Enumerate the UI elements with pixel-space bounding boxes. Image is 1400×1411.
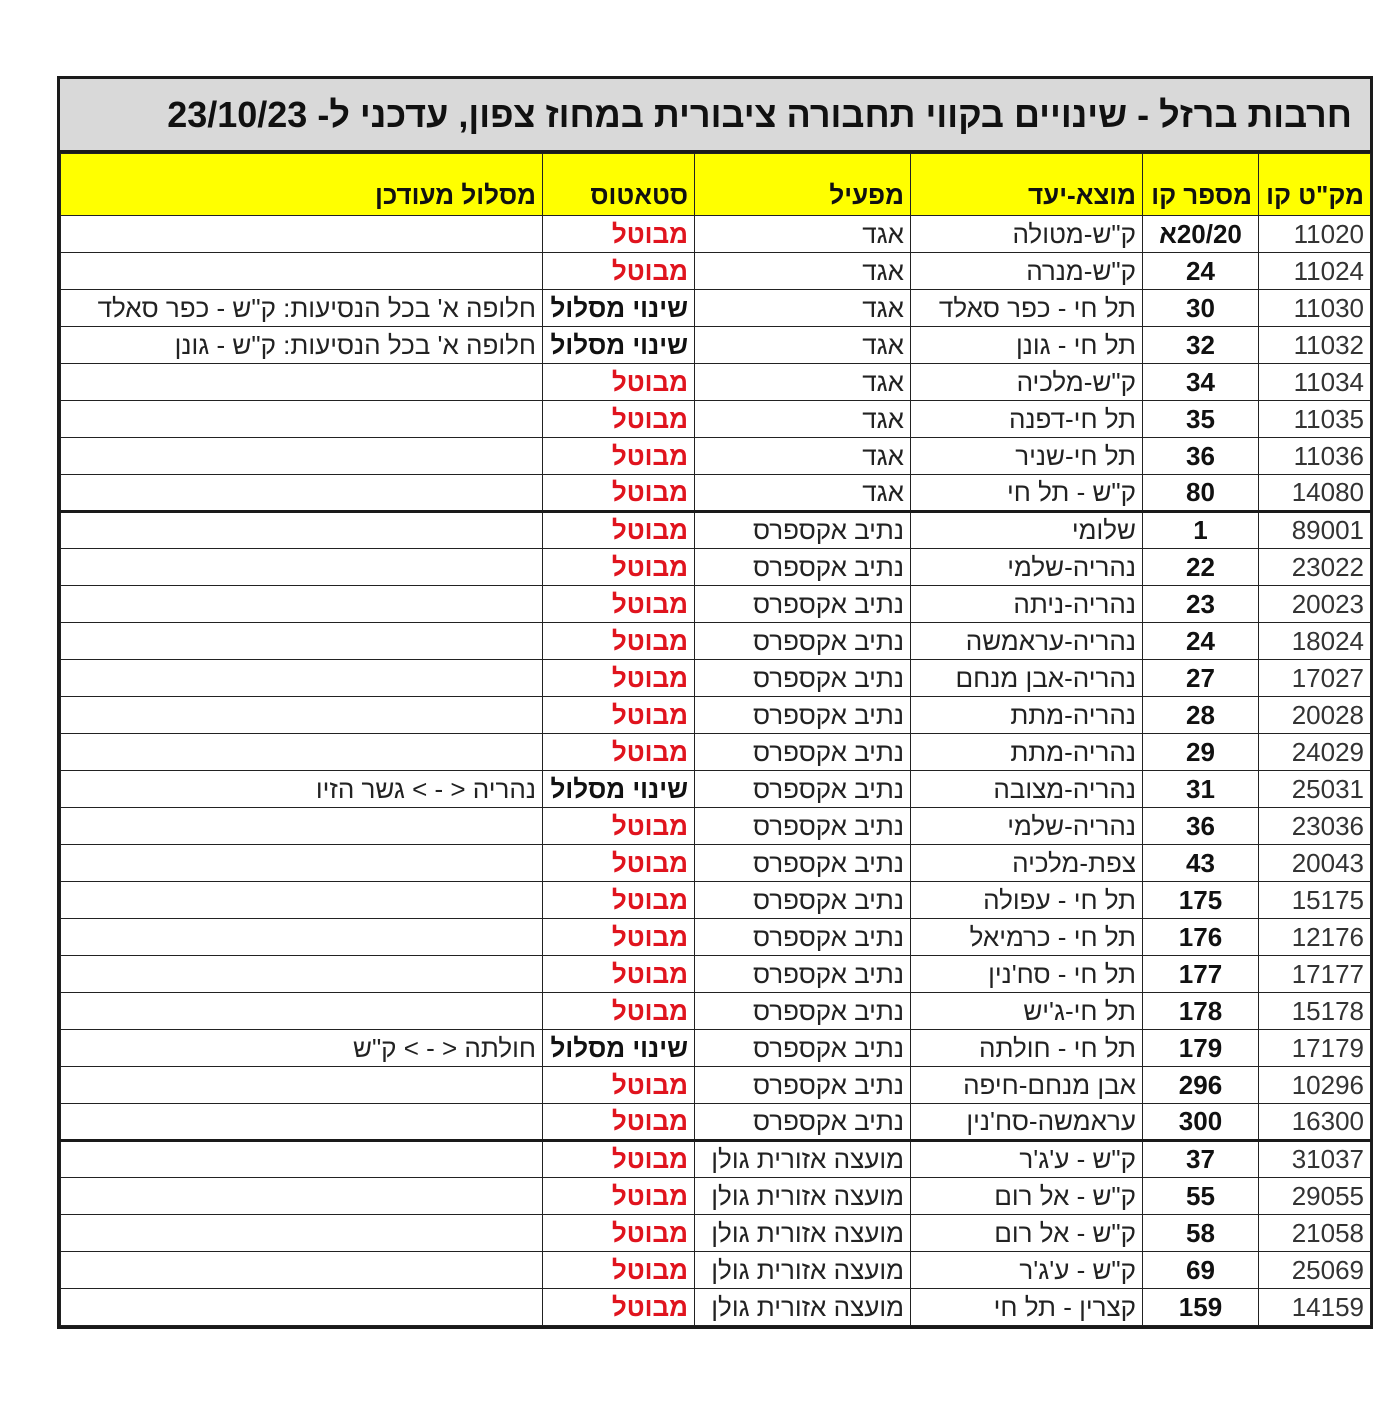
table-row [61,919,1371,956]
operator-cell: אגד [695,290,911,327]
updated-route-cell [61,623,543,660]
header-updated-route: מסלול מעודכן [61,154,543,216]
makat-cell: 11036 [1259,438,1371,475]
header-makat: מק"ט קו [1259,154,1371,216]
line-number-cell: 300 [1143,1104,1259,1141]
operator-cell: נתיב אקספרס [695,734,911,771]
status-cell: מבוטל [543,845,695,882]
makat-cell: 12176 [1259,919,1371,956]
makat-cell: 25069 [1259,1252,1371,1289]
origin-destination-cell: תל חי-דפנה [911,401,1143,438]
table-row [61,253,1371,290]
table-row [61,512,1371,549]
header-operator: מפעיל [695,154,911,216]
makat-cell: 10296 [1259,1067,1371,1104]
updated-route-cell: נהריה < - > גשר הזיו [61,771,543,808]
origin-destination-cell: נהריה-ניתה [911,586,1143,623]
updated-route-cell [61,956,543,993]
operator-cell: נתיב אקספרס [695,660,911,697]
operator-cell: נתיב אקספרס [695,1104,911,1141]
operator-cell: נתיב אקספרס [695,1030,911,1067]
line-number-cell: 159 [1143,1289,1259,1326]
status-cell: מבוטל [543,1289,695,1326]
status-cell: מבוטל [543,623,695,660]
table-row [61,475,1371,512]
makat-cell: 20023 [1259,586,1371,623]
makat-cell: 15178 [1259,993,1371,1030]
makat-cell: 14080 [1259,475,1371,512]
header-line: מספר קו [1143,154,1259,216]
makat-cell: 20028 [1259,697,1371,734]
line-number-cell: 20/20א [1143,216,1259,253]
status-cell: שינוי מסלול [543,290,695,327]
makat-cell: 11034 [1259,364,1371,401]
updated-route-cell [61,660,543,697]
status-cell: מבוטל [543,956,695,993]
status-cell: מבוטל [543,1252,695,1289]
status-cell: מבוטל [543,512,695,549]
line-number-cell: 36 [1143,438,1259,475]
line-number-cell: 296 [1143,1067,1259,1104]
status-cell: מבוטל [543,401,695,438]
updated-route-cell [61,475,543,512]
updated-route-cell [61,882,543,919]
status-cell: מבוטל [543,697,695,734]
origin-destination-cell: צפת-מלכיה [911,845,1143,882]
operator-cell: מועצה אזורית גולן [695,1178,911,1215]
operator-cell: אגד [695,253,911,290]
origin-destination-cell: תל חי - גונן [911,327,1143,364]
line-number-cell: 80 [1143,475,1259,512]
status-cell: שינוי מסלול [543,771,695,808]
operator-cell: נתיב אקספרס [695,623,911,660]
makat-cell: 11030 [1259,290,1371,327]
status-cell: מבוטל [543,808,695,845]
makat-cell: 21058 [1259,1215,1371,1252]
makat-cell: 89001 [1259,512,1371,549]
table-row [61,327,1371,364]
updated-route-cell [61,364,543,401]
line-number-cell: 43 [1143,845,1259,882]
table-row [61,1178,1371,1215]
updated-route-cell: חולתה < - > ק"ש [61,1030,543,1067]
table-row [61,734,1371,771]
line-number-cell: 27 [1143,660,1259,697]
operator-cell: נתיב אקספרס [695,956,911,993]
updated-route-cell [61,919,543,956]
status-cell: מבוטל [543,475,695,512]
header-row [61,154,1371,216]
updated-route-cell [61,512,543,549]
page-title: חרבות ברזל - שינויים בקווי תחבורה ציבורית במחוז צפון, עדכני ל- 23/10/23 [167,93,1352,135]
table-row [61,660,1371,697]
lines-table [60,153,1371,1326]
origin-destination-cell: נהריה-עראמשה [911,623,1143,660]
header-origin-destination: מוצא-יעד [911,154,1143,216]
operator-cell: נתיב אקספרס [695,586,911,623]
line-number-cell: 177 [1143,956,1259,993]
origin-destination-cell: תל חי - כפר סאלד [911,290,1143,327]
table-row [61,845,1371,882]
origin-destination-cell: נהריה-שלמי [911,549,1143,586]
origin-destination-cell: ק"ש - אל רום [911,1178,1143,1215]
origin-destination-cell: שלומי [911,512,1143,549]
operator-cell: נתיב אקספרס [695,549,911,586]
status-cell: מבוטל [543,660,695,697]
origin-destination-cell: נהריה-מתת [911,697,1143,734]
operator-cell: מועצה אזורית גולן [695,1215,911,1252]
table-row [61,1104,1371,1141]
makat-cell: 18024 [1259,623,1371,660]
makat-cell: 14159 [1259,1289,1371,1326]
line-number-cell: 37 [1143,1141,1259,1178]
updated-route-cell [61,808,543,845]
updated-route-cell [61,216,543,253]
operator-cell: אגד [695,216,911,253]
operator-cell: נתיב אקספרס [695,808,911,845]
makat-cell: 23022 [1259,549,1371,586]
status-cell: מבוטל [543,586,695,623]
updated-route-cell [61,1141,543,1178]
header-status: סטאטוס [543,154,695,216]
status-cell: מבוטל [543,1215,695,1252]
origin-destination-cell: ק"ש-מנרה [911,253,1143,290]
table-row [61,438,1371,475]
status-cell: מבוטל [543,993,695,1030]
table-row [61,1141,1371,1178]
operator-cell: נתיב אקספרס [695,919,911,956]
table-row [61,1215,1371,1252]
status-cell: מבוטל [543,1067,695,1104]
status-cell: מבוטל [543,1178,695,1215]
makat-cell: 11032 [1259,327,1371,364]
spreadsheet [57,76,1373,1329]
table-row [61,1067,1371,1104]
status-cell: מבוטל [543,1141,695,1178]
line-number-cell: 28 [1143,697,1259,734]
status-cell: מבוטל [543,734,695,771]
line-number-cell: 58 [1143,1215,1259,1252]
table-row [61,401,1371,438]
table-row [61,216,1371,253]
line-number-cell: 22 [1143,549,1259,586]
table-row [61,1030,1371,1067]
makat-cell: 29055 [1259,1178,1371,1215]
line-number-cell: 34 [1143,364,1259,401]
line-number-cell: 55 [1143,1178,1259,1215]
origin-destination-cell: תל חי-ג'יש [911,993,1143,1030]
origin-destination-cell: תל חי-שניר [911,438,1143,475]
updated-route-cell [61,549,543,586]
line-number-cell: 35 [1143,401,1259,438]
origin-destination-cell: תל חי - סח'נין [911,956,1143,993]
updated-route-cell [61,1252,543,1289]
updated-route-cell [61,845,543,882]
origin-destination-cell: קצרין - תל חי [911,1289,1143,1326]
line-number-cell: 31 [1143,771,1259,808]
table-row [61,1252,1371,1289]
operator-cell: אגד [695,438,911,475]
makat-cell: 11020 [1259,216,1371,253]
title-bar [60,79,1370,153]
status-cell: שינוי מסלול [543,327,695,364]
line-number-cell: 36 [1143,808,1259,845]
status-cell: מבוטל [543,1104,695,1141]
operator-cell: מועצה אזורית גולן [695,1252,911,1289]
makat-cell: 24029 [1259,734,1371,771]
origin-destination-cell: ק"ש - ע'ג'ר [911,1141,1143,1178]
line-number-cell: 32 [1143,327,1259,364]
status-cell: מבוטל [543,438,695,475]
updated-route-cell [61,734,543,771]
line-number-cell: 178 [1143,993,1259,1030]
updated-route-cell [61,1215,543,1252]
line-number-cell: 24 [1143,253,1259,290]
operator-cell: אגד [695,364,911,401]
operator-cell: נתיב אקספרס [695,845,911,882]
line-number-cell: 69 [1143,1252,1259,1289]
table-row [61,623,1371,660]
origin-destination-cell: אבן מנחם-חיפה [911,1067,1143,1104]
operator-cell: מועצה אזורית גולן [695,1141,911,1178]
makat-cell: 25031 [1259,771,1371,808]
line-number-cell: 1 [1143,512,1259,549]
makat-cell: 11035 [1259,401,1371,438]
updated-route-cell [61,401,543,438]
table-row [61,882,1371,919]
origin-destination-cell: תל חי - כרמיאל [911,919,1143,956]
table-row [61,993,1371,1030]
operator-cell: נתיב אקספרס [695,1067,911,1104]
makat-cell: 17027 [1259,660,1371,697]
operator-cell: נתיב אקספרס [695,993,911,1030]
updated-route-cell [61,993,543,1030]
status-cell: מבוטל [543,216,695,253]
origin-destination-cell: ק"ש - אל רום [911,1215,1143,1252]
status-cell: מבוטל [543,919,695,956]
operator-cell: נתיב אקספרס [695,771,911,808]
operator-cell: אגד [695,327,911,364]
operator-cell: אגד [695,475,911,512]
updated-route-cell [61,697,543,734]
operator-cell: אגד [695,401,911,438]
table-row [61,956,1371,993]
updated-route-cell [61,1178,543,1215]
updated-route-cell [61,253,543,290]
makat-cell: 17177 [1259,956,1371,993]
updated-route-cell [61,1067,543,1104]
updated-route-cell [61,1289,543,1326]
makat-cell: 20043 [1259,845,1371,882]
updated-route-cell: חלופה א' בכל הנסיעות: ק"ש - כפר סאלד [61,290,543,327]
operator-cell: נתיב אקספרס [695,697,911,734]
origin-destination-cell: ק"ש-מלכיה [911,364,1143,401]
origin-destination-cell: נהריה-מצובה [911,771,1143,808]
line-number-cell: 179 [1143,1030,1259,1067]
table-row [61,586,1371,623]
makat-cell: 17179 [1259,1030,1371,1067]
origin-destination-cell: ק"ש - תל חי [911,475,1143,512]
table-row [61,1289,1371,1326]
table-row [61,549,1371,586]
origin-destination-cell: נהריה-אבן מנחם [911,660,1143,697]
makat-cell: 31037 [1259,1141,1371,1178]
makat-cell: 23036 [1259,808,1371,845]
origin-destination-cell: נהריה-שלמי [911,808,1143,845]
origin-destination-cell: עראמשה-סח'נין [911,1104,1143,1141]
table-row [61,808,1371,845]
table-row [61,364,1371,401]
updated-route-cell [61,586,543,623]
status-cell: מבוטל [543,253,695,290]
line-number-cell: 29 [1143,734,1259,771]
updated-route-cell [61,438,543,475]
table-row [61,771,1371,808]
table-row [61,697,1371,734]
status-cell: מבוטל [543,549,695,586]
line-number-cell: 24 [1143,623,1259,660]
origin-destination-cell: נהריה-מתת [911,734,1143,771]
makat-cell: 15175 [1259,882,1371,919]
line-number-cell: 30 [1143,290,1259,327]
operator-cell: מועצה אזורית גולן [695,1289,911,1326]
origin-destination-cell: תל חי - חולתה [911,1030,1143,1067]
makat-cell: 16300 [1259,1104,1371,1141]
table-row [61,290,1371,327]
origin-destination-cell: ק"ש-מטולה [911,216,1143,253]
operator-cell: נתיב אקספרס [695,512,911,549]
line-number-cell: 175 [1143,882,1259,919]
line-number-cell: 176 [1143,919,1259,956]
status-cell: מבוטל [543,364,695,401]
status-cell: מבוטל [543,882,695,919]
makat-cell: 11024 [1259,253,1371,290]
line-number-cell: 23 [1143,586,1259,623]
operator-cell: נתיב אקספרס [695,882,911,919]
status-cell: שינוי מסלול [543,1030,695,1067]
updated-route-cell [61,1104,543,1141]
updated-route-cell: חלופה א' בכל הנסיעות: ק"ש - גונן [61,327,543,364]
origin-destination-cell: ק"ש - ע'ג'ר [911,1252,1143,1289]
origin-destination-cell: תל חי - עפולה [911,882,1143,919]
